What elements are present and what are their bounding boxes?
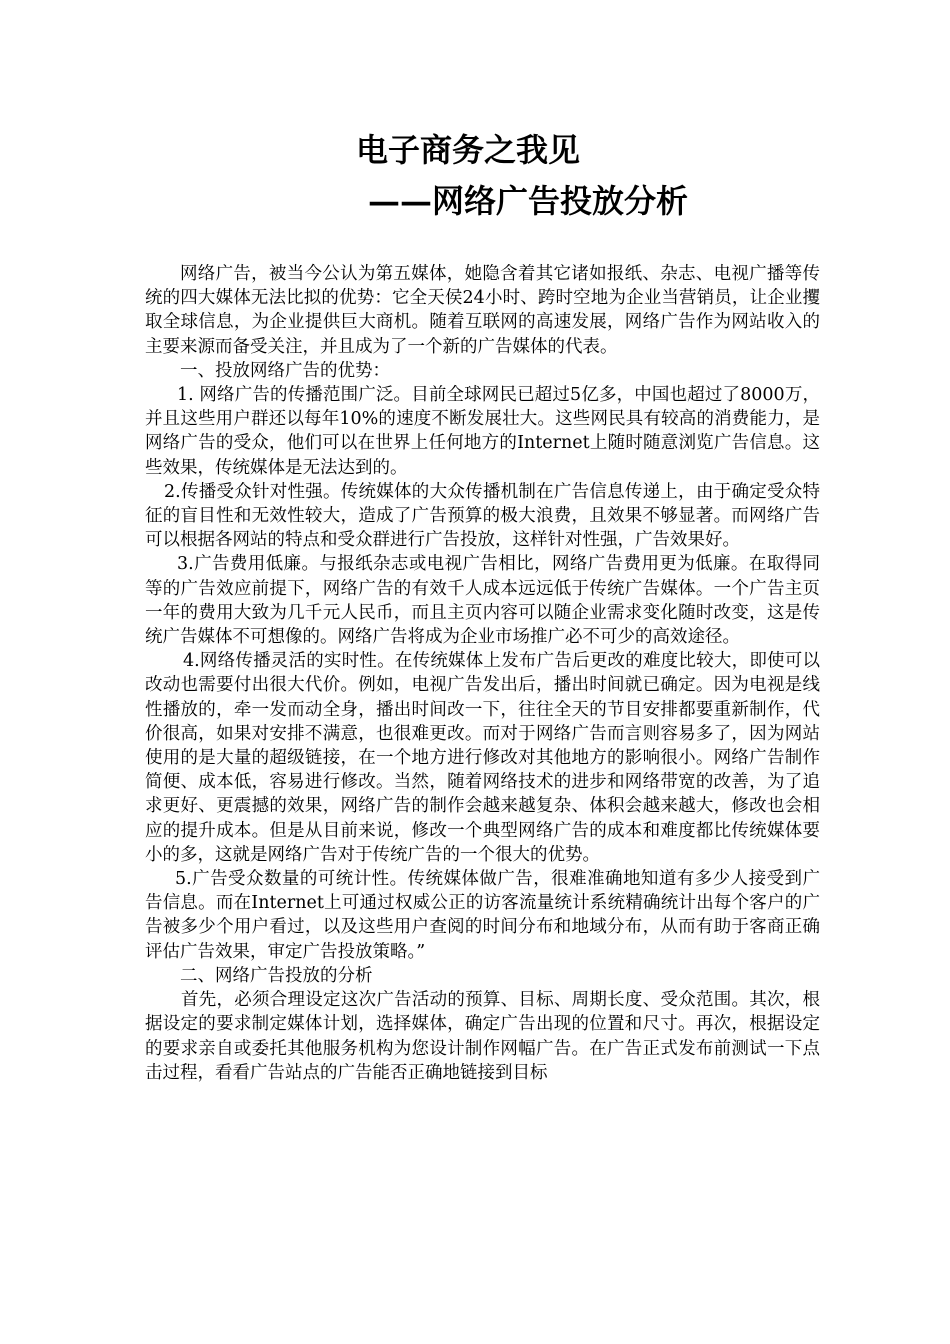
document-subtitle: ——网络广告投放分析 — [368, 182, 689, 220]
section-heading-advantages: 一、投放网络广告的优势： — [180, 360, 390, 381]
advantage-paragraph-1: 1. 网络广告的传播范围广泛。目前全球网民已超过5亿多，中国也超过了8000万，并且这些用户群还以每年10%的速度不断发展壮大。这些网民具有较高的消费能力，是网络广告的受众，他们可以在世界上任何地方的Internet上随时随意浏览广告信息。这些效果，传统媒体是无法达到的。 — [145, 385, 820, 478]
document-body — [145, 262, 820, 1085]
document-title: 电子商务之我见 — [356, 131, 581, 169]
advantage-paragraph-3: 3.广告费用低廉。与报纸杂志或电视广告相比，网络广告费用更为低廉。在取得同等的广告效应前提下，网络广告的有效千人成本远远低于传统广告媒体。一个广告主页一年的费用大致为几千元人民币，而且主页内容可以随企业需求变化随时改变，这是传统广告媒体不可想像的。网络广告将成为企业市场推广必不可少的高效途径。 — [145, 554, 820, 648]
analysis-paragraph: 首先，必须合理设定这次广告活动的预算、目标、周期长度、受众范围。其次，根据设定的要求制定媒体计划，选择媒体，确定广告出现的位置和尺寸。再次，根据设定的要求亲自或委托其他服务机构为您设计制作网幅广告。在广告正式发布前测试一下点击过程，看看广告站点的广告能否正确地链接到目标 — [145, 990, 820, 1083]
intro-paragraph: 网络广告，被当今公认为第五媒体，她隐含着其它诸如报纸、杂志、电视广播等传统的四大媒体无法比拟的优势：它全天侯24小时、跨时空地为企业当营销员，让企业攫取全球信息，为企业提供巨大商机。随着互联网的高速发展，网络广告作为网站收入的主要来源而备受关注，并且成为了一个新的广告媒体的代表。 — [145, 264, 820, 357]
section-heading-analysis: 二、网络广告投放的分析 — [180, 965, 373, 986]
advantage-paragraph-4: 4.网络传播灵活的实时性。在传统媒体上发布广告后更改的难度比较大，即使可以改动也需要付出很大代价。例如，电视广告发出后，播出时间就已确定。因为电视是线性播放的，牵一发而动全身，播出时间改一下，往往全天的节目安排都要重新制作，代价很高，如果对安排不满意，也很难更改。而对于网络广告而言则容易多了，因为网站使用的是大量的超级链接，在一个地方进行修改对其他地方的影响很小。网络广告制作简便、成本低，容易进行修改。当然，随着网络技术的进步和网络带宽的改善，为了追求更好、更震撼的效果，网络广告的制作会越来越复杂、体积会越来越大，修改也会相应的提升成本。但是从目前来说，修改一个典型网络广告的成本和难度都比传统媒体要小的多，这就是网络广告对于传统广告的一个很大的优势。 — [145, 651, 820, 865]
advantage-paragraph-5: 5.广告受众数量的可统计性。传统媒体做广告，很难准确地知道有多少人接受到广告信息。而在Internet上可通过权威公正的访客流量统计系统精确统计出每个客户的广告被多少个用户看过，以及这些用户查阅的时间分布和地域分布，从而有助于客商正确评估广告效果，审定广告投放策略。” — [145, 869, 820, 962]
advantage-paragraph-2: 2.传播受众针对性强。传统媒体的大众传播机制在广告信息传递上，由于确定受众特征的盲目性和无效性较大，造成了广告预算的极大浪费，且效果不够显著。而网络广告可以根据各网站的特点和受众群进行广告投放，这样针对性强，广告效果好。 — [145, 481, 820, 551]
